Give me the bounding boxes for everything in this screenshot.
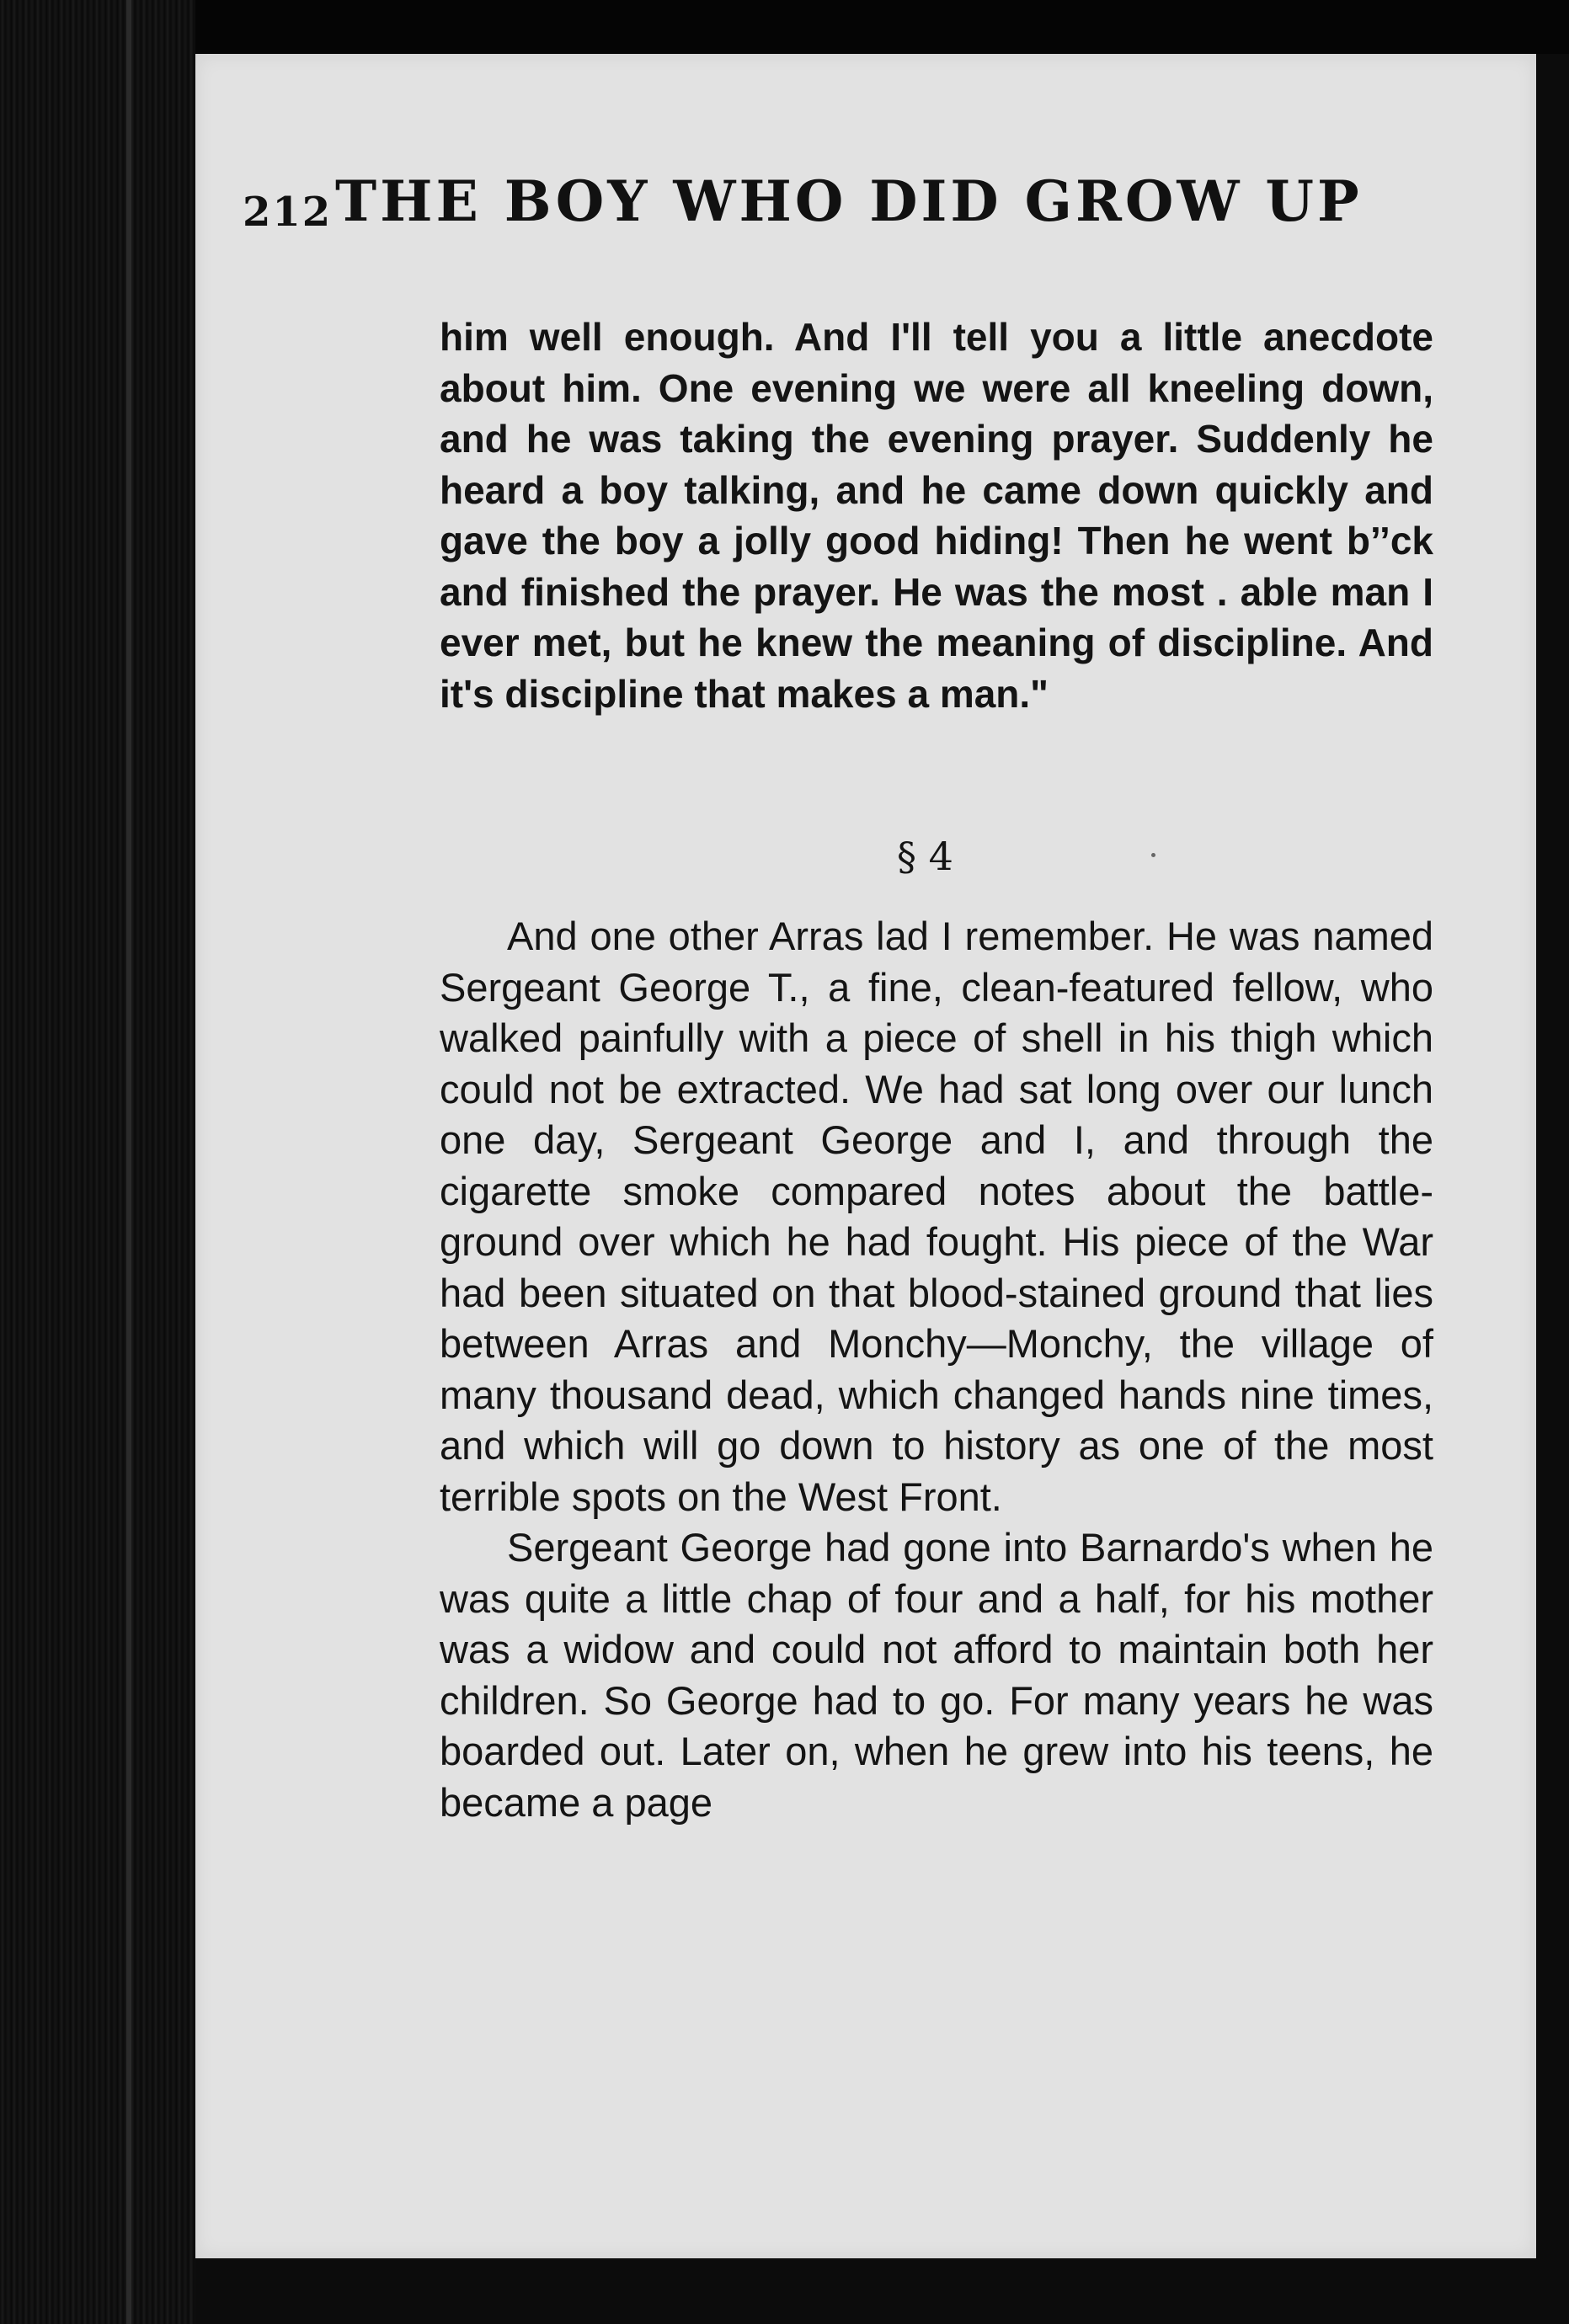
page-bottom-border: [195, 2258, 1569, 2324]
scan-speck: [1151, 853, 1155, 857]
page-right-border: [1536, 54, 1569, 2258]
book-binding-edge: [0, 0, 195, 2324]
section-body: [440, 911, 1433, 1828]
section-mark: § 4: [897, 834, 953, 879]
binding-streak: [126, 0, 131, 2324]
paragraph-sergeant-george: Sergeant George had gone into Barnardo's when he was quite a little chap of four and a half, for his mother was a widow and could not afford to maintain both her children. So George had to go. For many years he was boarded out. Later on, when he grew into his teens, he became a page: [440, 1525, 1433, 1825]
running-head: [243, 168, 1438, 278]
paragraph-continued: him well enough. And I'll tell you a little anecdote about him. One evening we were all kneeling down, and he was taking the evening prayer. Suddenly he heard a boy talking, and he came down quickly and gave the boy a jolly good hiding! Then he went b’’ck and finished the prayer. He was the most . able man I ever met, but he knew the meaning of discipline. And it's discipline that makes a man.": [440, 315, 1433, 716]
paragraph-arras-lad: And one other Arras lad I remember. He was named Sergeant George T., a fine, clean-featured fellow, who walked painfully with a piece of shell in his thigh which could not be extracted. We had sat long over our lunch one day, Sergeant George and I, and through the cigarette smoke compared notes about the battle-ground over which he had fought. His piece of the War had been situated on that blood-stained ground that lies between Arras and Monchy—Monchy, the village of many thousand dead, which changed hands nine times, and which will go down to history as one of the most terrible spots on the West Front.: [440, 914, 1433, 1519]
page-number: 212: [243, 189, 333, 236]
running-title: THE BOY WHO DID GROW UP: [335, 168, 1363, 234]
